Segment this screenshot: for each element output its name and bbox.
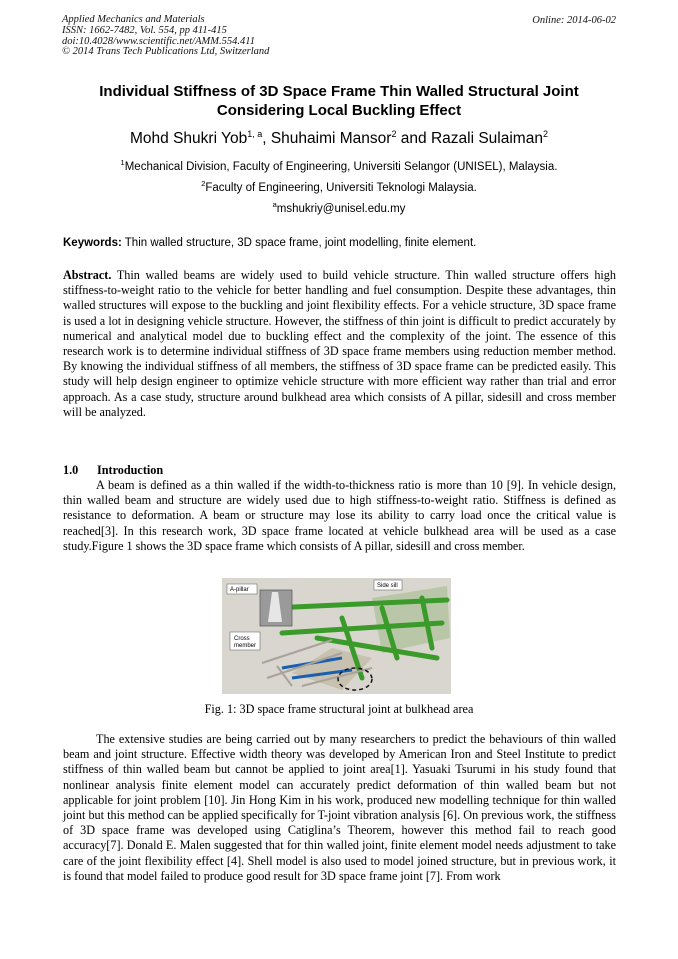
- section-heading: [63, 463, 163, 478]
- email-sup: a: [272, 200, 277, 209]
- author-email: [62, 200, 616, 215]
- online-date: Online: 2014-06-02: [532, 15, 616, 26]
- title-line-2: Considering Local Buckling Effect: [216, 102, 462, 119]
- abstract-text: Thin walled beams are widely used to build vehicle structure. Thin walled structure offers high stiffness-to-weight ratio to the vehicle for better handling and fuel consumption. Despite these advantages, thin walled structures will expose to the buckling and joint flexibility effects. For a vehicle structure, 3D space frame is used a lot in designing vehicle structure. However, the stiffness of thin joint is difficult to predict accurately by numerical and analytical model due to buckling effect and the complexity of the joint. The essence of this research work is to determine individual stiffness of 3D space frame members using reduction member method. By knowing the individual stiffness of all members, the stiffness of 3D space frame can be predicted easily. This study will help design engineer to optimize vehicle structure with more efficient way rather than trial and error approach. As a case study, structure around bulkhead area which consists of A pillar, sidesill and cross member will be analyzed.: [63, 268, 616, 419]
- apillar-label: A-pillar: [230, 587, 249, 593]
- paper-title: [62, 82, 616, 120]
- keywords: [63, 237, 616, 249]
- email-text: mshukriy@unisel.edu.my: [276, 202, 406, 215]
- section-title: Introduction: [97, 463, 164, 477]
- abstract: [63, 268, 616, 420]
- abstract-label: Abstract.: [63, 268, 112, 282]
- affiliation-1-text: Mechanical Division, Faculty of Engineering, Universiti Selangor (UNISEL), Malaysia.: [124, 160, 558, 173]
- author-2: , Shuhaimi Mansor: [262, 130, 392, 148]
- keywords-text: Thin walled structure, 3D space frame, joint modelling, finite element.: [121, 237, 477, 249]
- keywords-label: Keywords:: [63, 237, 122, 249]
- copyright: © 2014 Trans Tech Publications Ltd, Switzerland: [62, 46, 270, 58]
- affiliation-1: [62, 158, 616, 173]
- journal-name: Applied Mechanics and Materials: [62, 14, 205, 25]
- title-line-1: Individual Stiffness of 3D Space Frame Thin Walled Structural Joint: [99, 83, 579, 100]
- intro-paragraph-2: The extensive studies are being carried out by many researchers to predict the behaviours of thin walled beam and joint structure. Effective width theory was developed by American Iron and Steel Institute to predict stiffness of thin walled beam but cannot be applied to joint area[1]. Yasuaki Tsurumi in his study found that nonlinear analysis finite element model can accurately predict deformation of thin walled beam but not applicable for joint problem [10]. Jin Hong Kim in his work, produced new modelling technique for thin walled joint but this method can be applied specifically for T-joint vibration analysis [6]. On previous work, the stiffness of 3D space frame was developed using Catiglina’s Theorem, however this method fail to reach good accuracy[7]. Donald E. Malen suggested that for thin walled joint, finite element model needs adjustment to take care of the joint flexibility effect [4]. Shell model is also used to model joined structure, but in previous work, it is found that model failed to produce good result for 3D space frame joint [7]. From work: [63, 732, 616, 883]
- intro-paragraph-1: A beam is defined as a thin walled if the width-to-thickness ratio is more than 10 [9]. In vehicle design, thin walled beam and structure are widely used due to high stiffness-to-weight ratio. Stiffness is defined as resistance to deformation. A beam or structure may lose its ability to carry load once the critical value is reached[3]. In this research work, 3D space frame located at vehicle bulkhead area will be used as a case study.Figure 1 shows the 3D space frame which consists of A pillar, sidesill and cross member.: [63, 478, 616, 553]
- author-2-sup: 2: [391, 129, 397, 139]
- sidesill-label: Side sill: [377, 583, 398, 589]
- space-frame-illustration: [222, 578, 451, 694]
- journal-issn: ISSN: 1662-7482, Vol. 554, pp 411-415: [62, 24, 227, 36]
- figure-caption: Fig. 1: 3D space frame structural joint at bulkhead area: [204, 702, 474, 716]
- journal-doi: doi:10.4028/www.scientific.net/AMM.554.411: [62, 35, 255, 47]
- affiliation-2: [62, 179, 616, 194]
- author-3: and Razali Sulaiman: [396, 130, 543, 148]
- page-header: [62, 15, 616, 58]
- cross-member-label-2: member: [234, 643, 257, 649]
- affiliation-2-text: Faculty of Engineering, Universiti Teknologi Malaysia.: [205, 181, 477, 194]
- cross-member-label-1: Cross: [234, 636, 250, 642]
- author-1: Mohd Shukri Yob: [130, 130, 248, 148]
- author-list: [62, 129, 616, 148]
- affiliation-2-sup: 2: [201, 179, 206, 188]
- affiliation-1-sup: 1: [120, 158, 125, 167]
- section-number: 1.0: [63, 463, 79, 477]
- author-1-sup: 1, a: [247, 129, 263, 139]
- author-3-sup: 2: [542, 129, 548, 139]
- figure-1: [222, 578, 451, 694]
